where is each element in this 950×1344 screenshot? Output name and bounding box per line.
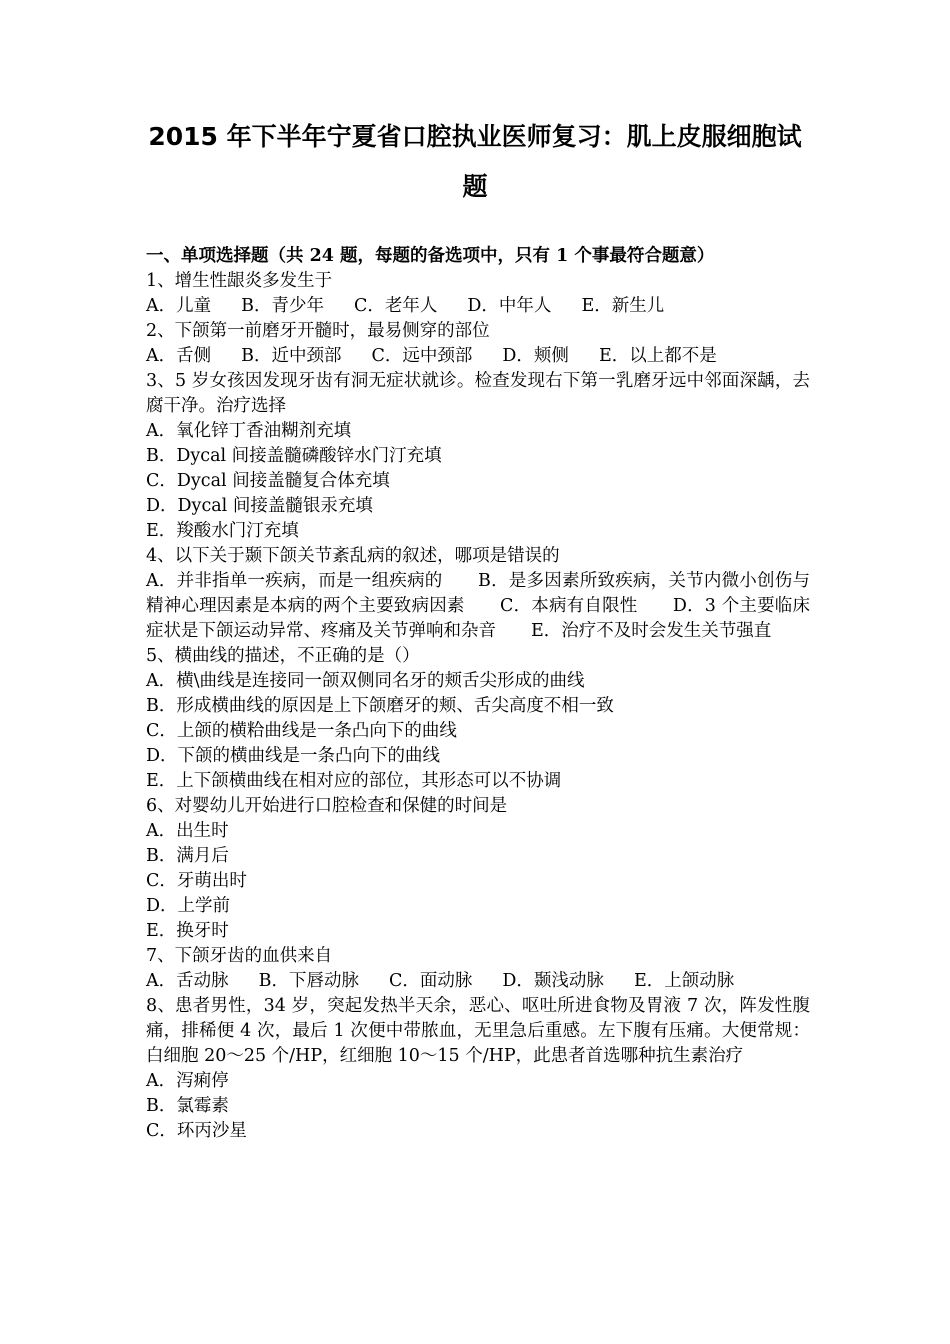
option: A．泻痢停	[146, 1071, 229, 1091]
option: B．形成横曲线的原因是上下颌磨牙的颊、舌尖高度不相一致	[146, 696, 614, 716]
option: B．近中颈部	[241, 346, 342, 366]
section-heading: 一、单项选择题（共 24 题，每题的备选项中，只有 1 个事最符合题意）	[146, 246, 715, 266]
option: D．颊侧	[502, 346, 569, 366]
option: B．满月后	[146, 846, 229, 866]
title-line-1: 2015 年下半年宁夏省口腔执业医师复习：肌上皮服细胞试	[148, 122, 802, 151]
option: A．儿童	[146, 296, 212, 316]
option: E．以上都不是	[598, 346, 717, 366]
title-line-2: 题	[462, 172, 488, 201]
document-body	[146, 244, 810, 1144]
option-row	[146, 294, 810, 319]
option: E．上颌动脉	[633, 971, 735, 991]
option: A．横\曲线是连接同一颌双侧同名牙的颊舌尖形成的曲线	[146, 671, 585, 691]
question-stem: 8、患者男性，34 岁，突起发热半天余，恶心、呕吐所进食物及胃液 7 次，阵发性腹痛，排稀便 4 次，最后 1 次便中带脓血，无里急后重感。左下腹有压痛。大便常规：白细胞 20～25 个/HP，红细胞 10～15 个/HP，此患者首选哪种抗生素治疗	[146, 996, 810, 1066]
option: B．青少年	[241, 296, 325, 316]
option: E．羧酸水门汀充填	[146, 521, 299, 541]
option: A．氧化锌丁香油糊剂充填	[146, 421, 352, 441]
option-row	[146, 969, 810, 994]
option: E．新生儿	[581, 296, 665, 316]
question-stem: 4、以下关于颞下颌关节紊乱病的叙述，哪项是错误的	[146, 546, 560, 566]
document-title	[120, 112, 830, 212]
option: C．老年人	[354, 296, 438, 316]
option: C．远中颈部	[371, 346, 473, 366]
option: D．Dycal 间接盖髓银汞充填	[146, 496, 373, 516]
option: D．颞浅动脉	[502, 971, 604, 991]
option: C．环丙沙星	[146, 1121, 247, 1141]
question-stem: 6、对婴幼儿开始进行口腔检查和保健的时间是	[146, 796, 508, 816]
question-stem: 5、横曲线的描述，不正确的是（）	[146, 646, 420, 666]
question-stem: 2、下颌第一前磨牙开髓时，最易侧穿的部位	[146, 321, 490, 341]
option: E．换牙时	[146, 921, 229, 941]
option: E．上下颌横曲线在相对应的部位，其形态可以不协调	[146, 771, 562, 791]
option: C．上颌的横粭曲线是一条凸向下的曲线	[146, 721, 457, 741]
option: D．中年人	[467, 296, 552, 316]
question-stem: 3、5 岁女孩因发现牙齿有洞无症状就诊。检查发现右下第一乳磨牙远中邻面深龋，去腐干净。治疗选择	[146, 371, 810, 416]
option: A．舌动脉	[146, 971, 229, 991]
option: D．下颌的横曲线是一条凸向下的曲线	[146, 746, 441, 766]
option: C．牙萌出时	[146, 871, 247, 891]
option: B．下唇动脉	[258, 971, 360, 991]
option: A．出生时	[146, 821, 229, 841]
option: B．氯霉素	[146, 1096, 229, 1116]
option-paragraph: A．并非指单一疾病，而是一组疾病的 B．是多因素所致疾病，关节内微小创伤与精神心理因素是本病的两个主要致病因素 C．本病有自限性 D．3 个主要临床症状是下颌运动异常、疼痛及关节弹响和杂音 E．治疗不及时会发生关节强直	[146, 571, 810, 641]
option-row	[146, 344, 810, 369]
option: C．Dycal 间接盖髓复合体充填	[146, 471, 390, 491]
option: B．Dycal 间接盖髓磷酸锌水门汀充填	[146, 446, 442, 466]
option: C．面动脉	[389, 971, 473, 991]
option: A．舌侧	[146, 346, 212, 366]
question-stem: 7、下颌牙齿的血供来自	[146, 946, 333, 966]
question-stem: 1、增生性龈炎多发生于	[146, 271, 333, 291]
option: D．上学前	[146, 896, 231, 916]
